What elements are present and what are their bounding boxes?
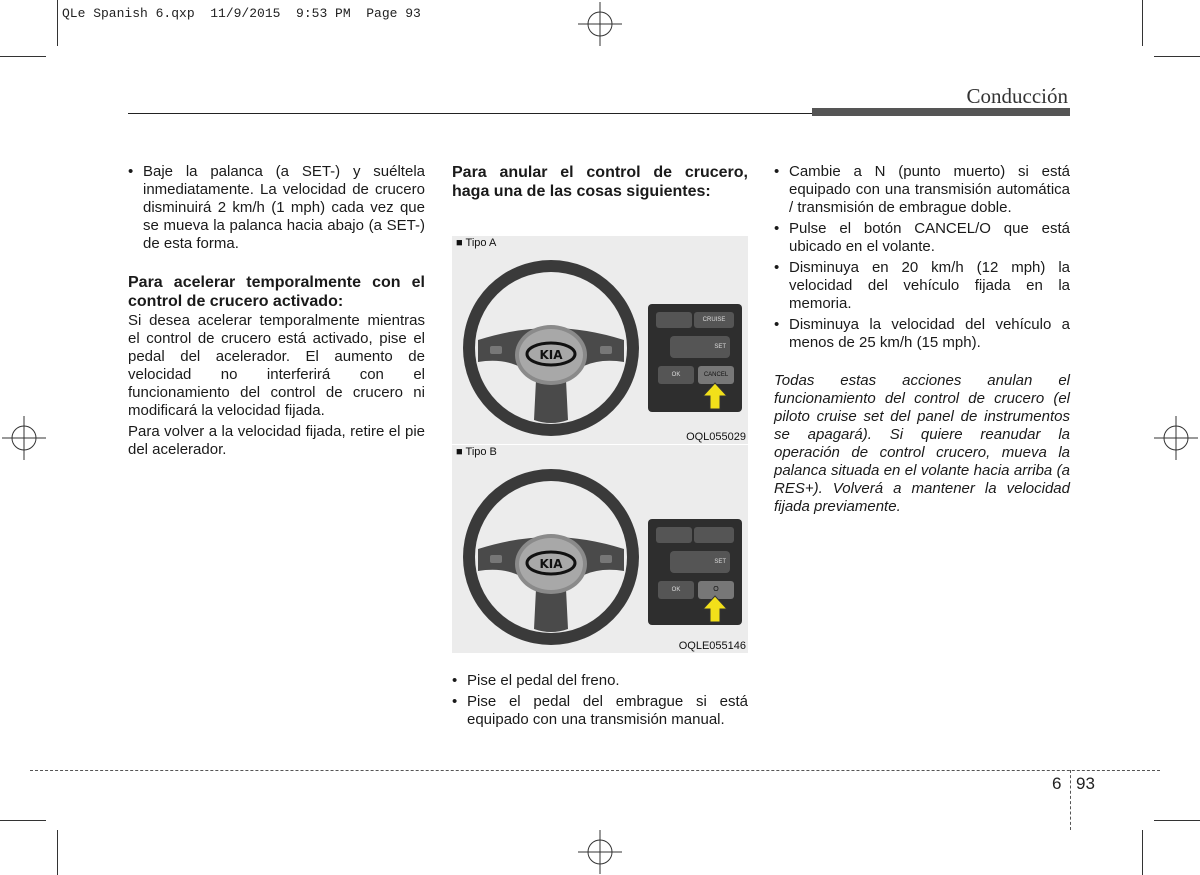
crop-mark xyxy=(0,56,46,57)
list-item xyxy=(452,693,748,729)
list-item-text: Baje la palanca (a SET-) y suéltela inmediatamente. La velocidad de crucero disminuirá 2 km/h (1 mph) cada vez que se mueva la palanca hacia abajo (a SET-) de esta forma. xyxy=(143,163,425,252)
column-middle xyxy=(452,163,748,201)
column-middle-list xyxy=(452,672,748,732)
panel-button xyxy=(656,527,692,543)
set-lever: SET xyxy=(670,336,730,358)
steering-wheel-icon xyxy=(456,250,646,440)
list-item-text: Disminuya en 20 km/h (12 mph) la velocidad del vehículo fijada en la memoria. xyxy=(789,259,1070,312)
header-bar xyxy=(812,108,1070,116)
column-right xyxy=(774,163,1070,516)
figure-type-b xyxy=(452,444,748,653)
crop-mark xyxy=(1142,0,1143,46)
cruise-button: CRUISE xyxy=(694,312,734,328)
control-panel-inset xyxy=(648,304,742,412)
print-slug: QLe Spanish 6.qxp 11/9/2015 9:53 PM Page 93 xyxy=(62,6,421,21)
list-item-text: Pise el pedal del embrague si está equipado con una transmisión manual. xyxy=(467,693,748,728)
list-item-text: Pulse el botón CANCEL/O que está ubicado en el volante. xyxy=(789,220,1070,255)
control-panel-inset xyxy=(648,519,742,625)
italic-note: Todas estas acciones anulan el funcionamiento del control de crucero (el piloto cruise set del panel de instrumentos se apagará). Si quiere reanudar la operación de control crucero, mueva la palanca situada en el volante hacia arriba (a RES+). Volverá a mantener la velocidad fijada previamente. xyxy=(774,372,1070,515)
crop-mark xyxy=(57,0,58,46)
header-rule xyxy=(128,113,814,114)
ok-button: OK xyxy=(658,581,694,599)
bullet-icon: • xyxy=(774,316,780,333)
arrow-up-icon xyxy=(702,382,728,410)
bullet-icon: • xyxy=(452,672,458,689)
subheading: Para acelerar temporalmente con el control de crucero activado: xyxy=(128,274,425,310)
registration-mark-icon xyxy=(1154,416,1198,460)
figure-code: OQLE055146 xyxy=(678,640,746,652)
list-item-text: Disminuya la velocidad del vehículo a menos de 25 km/h (15 mph). xyxy=(789,316,1070,351)
column-left xyxy=(128,163,425,459)
figure-brand: KIA xyxy=(539,348,563,362)
figure-brand: KIA xyxy=(539,557,563,571)
crop-mark xyxy=(57,830,58,875)
list-item-text: Pise el pedal del freno. xyxy=(467,672,620,689)
bullet-icon: • xyxy=(452,693,458,710)
paragraph: Para volver a la velocidad fijada, retire el pie del acelerador. xyxy=(128,423,425,458)
bullet-icon: • xyxy=(774,259,780,276)
list-item-text: Cambie a N (punto muerto) si está equipado con una transmisión automática / transmisión de embrague doble. xyxy=(789,163,1070,216)
paragraph: Si desea acelerar temporalmente mientras el control de crucero está activado, pise el pedal del acelerador. El aumento de velocidad no interferirá con el funcionamiento del control de crucero ni modificará la velocidad fijada. xyxy=(128,312,425,419)
section-title: Conducción xyxy=(966,84,1068,108)
list-item xyxy=(774,163,1070,217)
crop-mark xyxy=(0,820,46,821)
page-number: 93 xyxy=(1076,774,1095,793)
registration-mark-icon xyxy=(578,2,622,46)
crop-mark xyxy=(1142,830,1143,875)
registration-mark-icon xyxy=(578,830,622,874)
bullet-icon: • xyxy=(774,163,780,180)
bullet-icon: • xyxy=(128,163,134,180)
crop-mark xyxy=(1154,820,1200,821)
list-item xyxy=(452,672,748,690)
cancel-button: O xyxy=(698,581,734,599)
crop-mark xyxy=(1154,56,1200,57)
set-lever: SET xyxy=(670,551,730,573)
list-item xyxy=(774,220,1070,256)
figure-code: OQL055029 xyxy=(686,431,746,443)
figure-type-a xyxy=(452,236,748,444)
ok-button: OK xyxy=(658,366,694,384)
panel-button xyxy=(694,527,734,543)
cancel-button: CANCEL xyxy=(698,366,734,384)
list-item xyxy=(774,316,1070,352)
figure-label: ■ Tipo A xyxy=(456,237,497,249)
figure-label: ■ Tipo B xyxy=(456,446,497,458)
arrow-up-icon xyxy=(702,595,728,623)
steering-wheel-icon xyxy=(456,459,646,649)
list-item xyxy=(774,259,1070,313)
footer-divider xyxy=(1070,770,1071,830)
subheading: Para anular el control de crucero, haga una de las cosas siguientes: xyxy=(452,164,748,200)
footer-rule xyxy=(30,770,1160,771)
chapter-number: 6 xyxy=(1052,774,1062,793)
panel-button xyxy=(656,312,692,328)
bullet-icon: • xyxy=(774,220,780,237)
list-item xyxy=(128,163,425,253)
registration-mark-icon xyxy=(2,416,46,460)
